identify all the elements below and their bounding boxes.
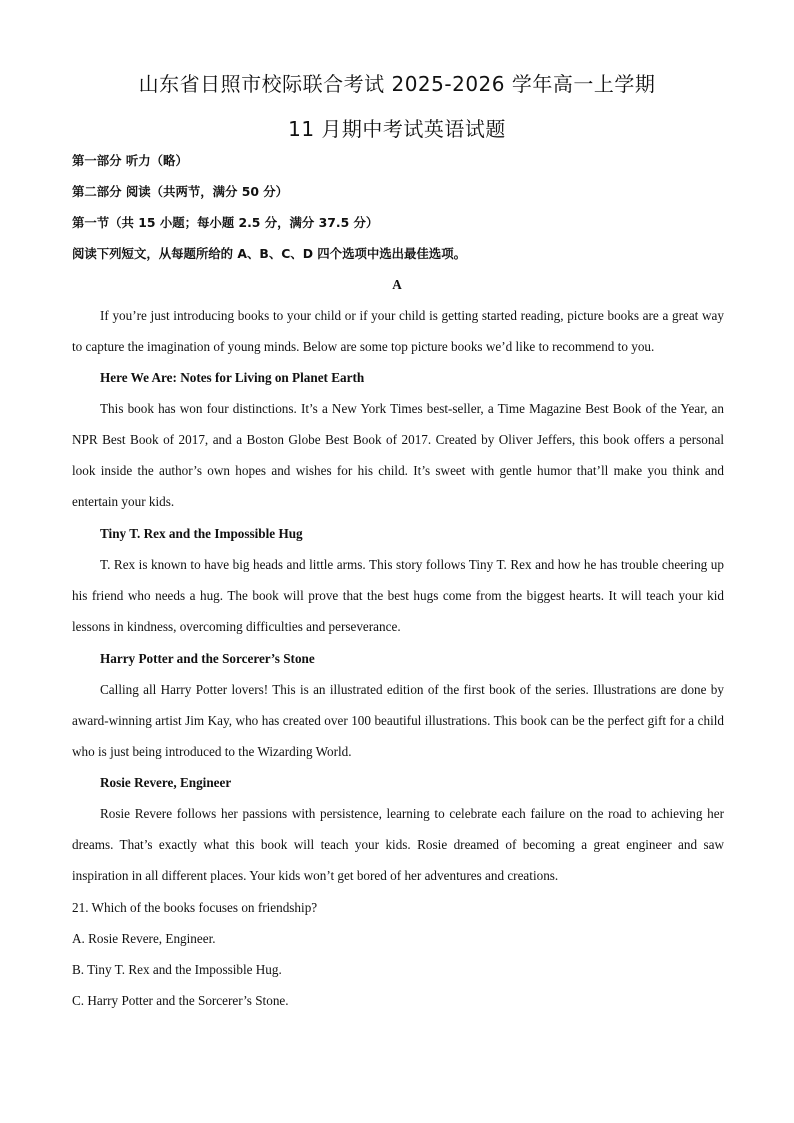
option-c: C. Harry Potter and the Sorcerer’s Stone. <box>72 993 289 1008</box>
question-stem: 21. Which of the books focuses on friendship? <box>72 900 318 915</box>
option-a: A. Rosie Revere, Engineer. <box>72 931 216 946</box>
exam-title-line2: 11 月期中考试英语试题 <box>288 117 506 141</box>
instruction-text: 阅读下列短文，从每题所给的 A、B、C、D 四个选项中选出最佳选项。 <box>72 246 466 261</box>
part1-heading: 第一部分 听力（略） <box>72 153 188 168</box>
book-title-3: Harry Potter and the Sorcerer’s Stone <box>100 651 315 666</box>
passage-label: A <box>392 277 402 292</box>
passage-intro: If you’re just introducing books to your child or if your child is getting started reading, picture books are a great way to capture the imagination of young minds. Below are some top picture books we’d like to recommend to you. <box>72 308 724 355</box>
part2-heading: 第二部分 阅读（共两节，满分 50 分） <box>72 184 289 199</box>
exam-title-line1: 山东省日照市校际联合考试 2025-2026 学年高一上学期 <box>138 72 656 96</box>
book-text-2: T. Rex is known to have big heads and little arms. This story follows Tiny T. Rex and how he has trouble cheering up his friend who needs a hug. The book will prove that the best hugs come from the biggest hearts. It will teach your kid lessons in kindness, overcoming difficulties and perseverance. <box>72 557 724 635</box>
book-text-4: Rosie Revere follows her passions with persistence, learning to celebrate each failure on the road to achieving her dreams. That’s exactly what this book will teach your kids. Rosie dreamed of becoming a great engineer and saw inspiration in all different places. Your kids won’t get bored of her adventures and creations. <box>72 806 724 884</box>
book-text-1: This book has won four distinctions. It’s a New York Times best-seller, a Time Magazine Best Book of the Year, an NPR Best Book of 2017, and a Boston Globe Best Book of 2017. Created by Oliver Jeffers, this book offers a personal look inside the author’s own hopes and wishes for his child. It’s sweet with gentle humor that’ll make you think and entertain your kids. <box>72 401 724 510</box>
book-title-1: Here We Are: Notes for Living on Planet Earth <box>100 370 365 385</box>
section1-heading: 第一节（共 15 小题；每小题 2.5 分，满分 37.5 分） <box>72 215 379 230</box>
book-title-2: Tiny T. Rex and the Impossible Hug <box>100 526 303 541</box>
book-title-4: Rosie Revere, Engineer <box>100 775 232 790</box>
book-text-3: Calling all Harry Potter lovers! This is an illustrated edition of the first book of the series. Illustrations are done by award-winning artist Jim Kay, who has created over 100 beautiful illustrations. This book can be the perfect gift for a child who is just being introduced to the Wizarding World. <box>72 682 724 760</box>
option-b: B. Tiny T. Rex and the Impossible Hug. <box>72 962 282 977</box>
